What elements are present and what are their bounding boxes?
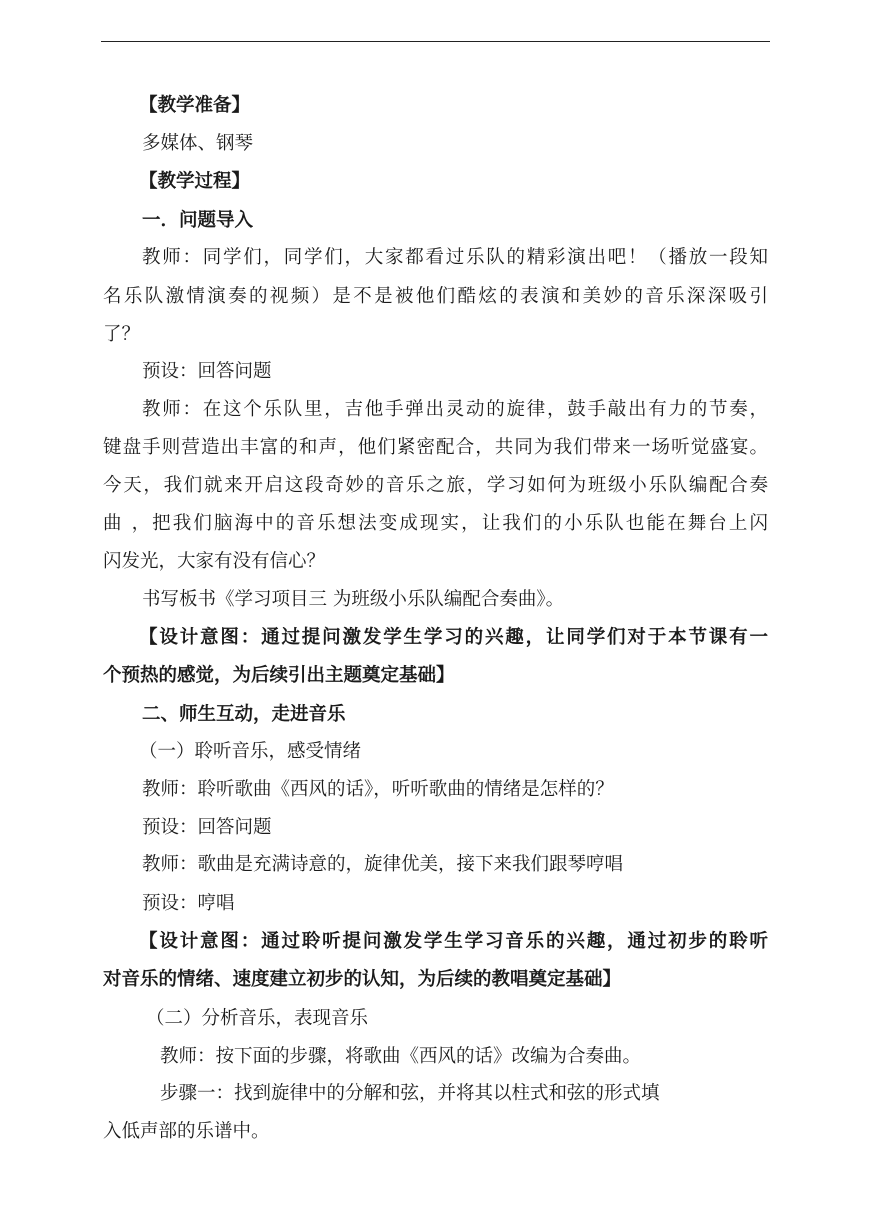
section1-line: 闪发光，大家有没有信心？ [103,551,326,572]
design-intent-2-line: 【设计意图：通过聆听提问激发学生学习音乐的兴趣，通过初步的聆听 [139,931,768,952]
prep-heading: 【教学准备】 [139,95,251,116]
section1-line: 曲 ，把我们脑海中的音乐想法变成现实，让我们的小乐队也能在舞台上闪 [103,513,768,534]
section1-heading: 一．问题导入 [142,210,254,231]
prep-items: 多媒体、钢琴 [142,133,254,154]
section1-line: 书写板书《学习项目三 为班级小乐队编配合奏曲》。 [142,589,565,610]
sub1-line: 教师：聆听歌曲《西风的话》，听听歌曲的情绪是怎样的？ [142,779,614,800]
design-intent-2-line: 对音乐的情绪、速度建立初步的认知，为后续的教唱奠定基础】 [103,969,622,990]
section1-line: 键盘手则营造出丰富的和声，他们紧密配合，共同为我们带来一场听觉盛宴。 [103,437,768,458]
sub1-line: 预设：回答问题 [142,817,272,838]
section1-line: 预设：回答问题 [142,361,272,382]
section1-line: 今天，我们就来开启这段奇妙的音乐之旅，学习如何为班级小乐队编配合奏 [103,475,768,496]
section1-line: 教师：在这个乐队里，吉他手弹出灵动的旋律，鼓手敲出有力的节奏， [142,399,768,420]
design-intent-1-line: 【设计意图：通过提问激发学生学习的兴趣，让同学们对于本节课有一 [139,627,768,648]
section1-line: 名乐队激情演奏的视频）是不是被他们酷炫的表演和美妙的音乐深深吸引 [103,286,768,307]
process-heading: 【教学过程】 [139,171,251,192]
sub1-line: 预设：哼唱 [142,893,235,914]
sub1-heading: （一）聆听音乐，感受情绪 [139,741,362,762]
sub2-line: 入低声部的乐谱中。 [103,1121,270,1142]
section1-line: 教师：同学们，同学们，大家都看过乐队的精彩演出吧！（播放一段知 [142,247,768,268]
header-rule [101,41,770,42]
section2-heading: 二、师生互动，走进音乐 [142,704,346,725]
section1-line: 了？ [103,324,141,345]
sub2-line: 步骤一：找到旋律中的分解和弦，并将其以柱式和弦的形式填 [160,1083,660,1104]
sub1-line: 教师：歌曲是充满诗意的，旋律优美，接下来我们跟琴哼唱 [142,854,624,875]
design-intent-1-line: 个预热的感觉，为后续引出主题奠定基础】 [103,665,455,686]
sub2-line: 教师：按下面的步骤，将歌曲《西风的话》改编为合奏曲。 [160,1046,642,1067]
sub2-heading: （二）分析音乐，表现音乐 [146,1008,369,1029]
